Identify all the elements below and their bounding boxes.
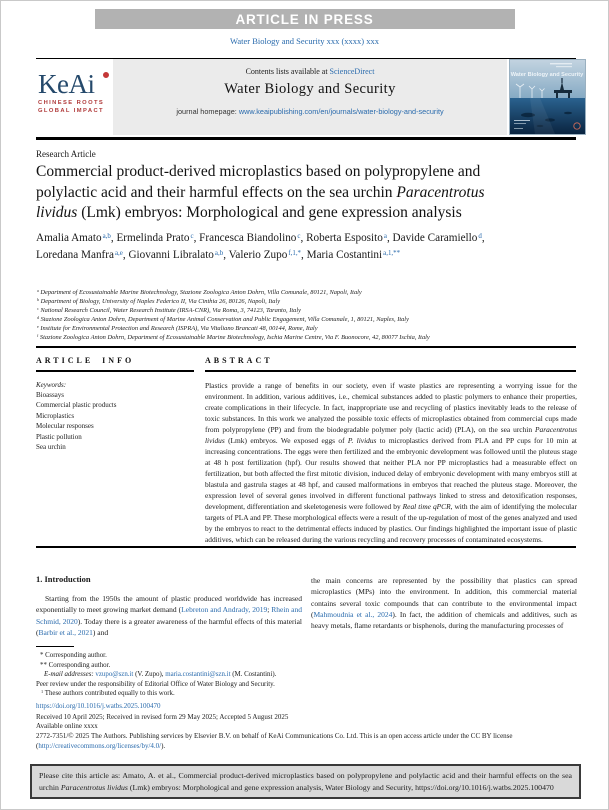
text-segment: ; <box>267 605 272 615</box>
issn-license-line <box>36 732 576 751</box>
banner-label: ARTICLE IN PRESS <box>235 11 374 27</box>
text-segment: e <box>37 324 39 330</box>
footnote-peer-review <box>36 680 576 690</box>
article-info-column <box>36 356 194 452</box>
text-segment: , Maria Costantini <box>301 249 383 261</box>
received-dates-line: Received 10 April 2025; Received in revised form 29 May 2025; Accepted 5 August 2025 <box>36 712 289 721</box>
text-segment: (Lmk) embryos: Morphological and gene expression analysis <box>77 204 462 221</box>
inline-link[interactable]: c <box>190 232 194 241</box>
text-segment: Paracentrotus lividus <box>205 424 577 445</box>
inline-link[interactable]: f,1,* <box>288 249 302 258</box>
author-list <box>36 230 506 264</box>
inline-link[interactable]: Mahmoudnia et al., 2024 <box>313 609 393 619</box>
text-segment: Paracentrotus lividus <box>60 782 128 792</box>
keywords-label: Keywords: <box>36 380 67 389</box>
article-type-label: Research Article <box>36 149 96 159</box>
affiliation-d <box>36 315 576 324</box>
text-segment: Department of Ecosustainable Marine Biotechnology, Stazione Zoologica Anton Dohrn, Villa Comunale, 80121, Napoli, Italy <box>38 289 362 296</box>
journal-citation-line: Water Biology and Security xxx (xxxx) xxx <box>230 36 379 46</box>
footnote-corresponding-2 <box>36 661 576 671</box>
keyword-item: Sea urchin <box>36 442 66 451</box>
text-segment: (V. Zupo), <box>133 671 166 678</box>
text-segment: Stazione Zoologica Anton Dohrn, Department of Marine Animal Conservation and Public Engagement, Villa Comunale, 1, 80121, Naples, Italy <box>38 316 409 323</box>
homepage-url-link[interactable]: www.keaipublishing.com/en/journals/water-biology-and-security <box>238 107 444 116</box>
article-in-press-banner <box>95 9 515 29</box>
abstract-text <box>205 380 577 545</box>
text-segment: Commercial product-derived microplastics based on polypropylene and polylactic acid and their harmful effects on the sea urchin <box>36 163 481 201</box>
text-segment: the main concerns are represented by the possibility that plastics can spread microplastics (MPs) into the environment. In addition, this commercial material contains several toxic compounds that can contribute to the environmental impact ( <box>311 576 577 619</box>
inline-link[interactable]: Lebreton and Andrady, 2019 <box>181 605 268 615</box>
inline-link[interactable]: Rhein and Schmid, 2020 <box>36 605 302 626</box>
text-segment: Institute for Environmental Protection and Research (ISPRA), Via Vitaliano Brancati 48, 00144, Rome, Italy <box>38 325 318 332</box>
keai-logo-wordmark: KeAi <box>38 69 95 99</box>
article-info-heading-rule <box>36 370 194 372</box>
text-segment: Real time qPCR <box>402 501 451 511</box>
keai-tagline-2: GLOBAL IMPACT <box>38 107 104 114</box>
text-segment: c <box>37 306 39 312</box>
journal-cover-thumbnail <box>509 59 586 135</box>
text-segment: , Roberta Esposito <box>300 232 383 244</box>
text-segment: (Lmk) embryos. We exposed eggs of <box>224 435 348 445</box>
introduction-right-column <box>311 575 577 631</box>
footnote-equal-contribution <box>36 689 576 699</box>
text-segment: These authors contributed equally to this work. <box>43 690 175 697</box>
header-bottom-rule <box>36 137 576 140</box>
abstract-heading-rule <box>205 370 576 372</box>
affiliations-block <box>36 288 576 342</box>
abstract-column <box>205 356 577 545</box>
text-segment: to microplastics derived from PLA and PP cups for 10 min at increasing concentrations. The eggs were then fertilized and the embryonic development was followed until the pluteus stage at 48 h post fertilization (hpf). Our results showed that neither PLA nor PP microplastics had a measurable effect on fertilization, but both affected the first mitotic division, induced delay of embryonic development with many embryos still at blastula and gastrula stages at 48 hpf, and caused malformations in embryos that reached the pluteus stage. Moreover, the expression level of several genes involved in different functional pathways linked to stress and detoxification responses, development, differentiation and skeletogenesis were followed by <box>205 435 577 511</box>
text-segment: Paracentrotus lividus <box>36 183 485 221</box>
text-segment: Peer review under the responsibility of Editorial Office of Water Biology and Security. <box>36 680 275 688</box>
abstract-heading: ABSTRACT <box>205 356 273 365</box>
keyword-item: Plastic pollution <box>36 432 82 441</box>
inline-link[interactable]: c <box>297 232 301 241</box>
cover-title: Water Biology and Security <box>510 72 584 78</box>
available-online-line: Available online xxxx <box>36 722 98 731</box>
footnote-corresponding-1 <box>36 651 576 661</box>
text-segment: 1 <box>41 689 44 695</box>
text-segment: , Loredana Manfra <box>36 232 485 261</box>
introduction-left-column <box>36 593 302 638</box>
text-segment: (Lmk) embryos: Morphological and gene expression analysis, Water Biology and Security, https://doi.org/10.1016/j.watbs.2025.100470 <box>127 782 554 792</box>
text-segment: , with the aim of identifying the molecular targets of PLA and PP. These morphological effects were a result of the up-regulation of most of the genes analyzed and used by the embryos to react to the detrimental effects induced by plastics. Our findings highlighted the important issue of plastic additives, which can be released during the various recycling and recovery processes of contaminated ecosystems. <box>205 501 577 544</box>
text-segment: ) and <box>92 627 109 637</box>
affiliation-e <box>36 324 576 333</box>
contents-prefix: Contents lists available at <box>245 67 330 76</box>
abstract-bottom-rule <box>36 546 576 548</box>
text-segment: f <box>37 333 39 339</box>
keywords-block <box>36 380 194 453</box>
introduction-heading: 1. Introduction <box>36 574 91 584</box>
journal-homepage-line <box>113 107 507 116</box>
text-segment: National Research Council, Water Research Institute (IRSA-CNR), Via Roma, 3, 74123, Taranto, Italy <box>38 307 301 314</box>
text-segment: Amalia Amato <box>36 232 102 244</box>
text-segment: ** Corresponding author. <box>40 661 111 669</box>
inline-link[interactable]: a,b <box>214 249 224 258</box>
article-info-heading: ARTICLE INFO <box>36 356 135 365</box>
keyword-item: Microplastics <box>36 411 75 420</box>
affiliation-b <box>36 297 576 306</box>
keyword-item: Commercial plastic products <box>36 401 117 410</box>
affiliation-f <box>36 333 576 342</box>
inline-link[interactable]: a,b <box>102 232 111 241</box>
affiliation-a <box>36 288 576 297</box>
inline-link[interactable]: a,1,** <box>383 249 401 258</box>
text-segment: 2772-7351/© 2025 The Authors. Publishing services by Elsevier B.V. on behalf of KeAi Communications Co. Ltd. This is an open access article under the CC BY license ( <box>36 732 513 750</box>
text-segment: ). <box>161 741 166 750</box>
text-segment: ). Today there is a greater awareness of the harmful effects of this material ( <box>36 616 302 637</box>
journal-masthead-box <box>113 59 507 135</box>
text-segment: P. lividus <box>347 435 377 445</box>
text-segment: Department of Biology, University of Naples Federico II, Via Cinthia 26, 80126, Napoli, Italy <box>38 298 281 305</box>
text-segment: , Giovanni Libralato <box>122 249 214 261</box>
inline-link[interactable]: http://creativecommons.org/licenses/by/4.0/ <box>38 741 162 750</box>
text-segment: Starting from the 1950s the amount of plastic produced worldwide has increased exponentially to meet growing market demand ( <box>36 594 302 615</box>
text-segment: Please cite this article as: Amato, A. et al., Commercial product-derived microplastics based on polypropylene and polylactic acid and their harmful effects on the sea urchin <box>39 771 572 792</box>
text-segment: , Ermelinda Prato <box>110 232 190 244</box>
affiliation-c <box>36 306 576 315</box>
article-title <box>36 162 498 224</box>
keai-tagline-1: CHINESE ROOTS <box>38 100 105 106</box>
text-segment: (M. Costantini). <box>230 671 277 678</box>
text-segment: d <box>37 315 39 321</box>
contents-list-line <box>113 67 507 76</box>
text-segment: ). In fact, the addition of chemicals and additives, such as heavy metals, flame retardants or bisphenols, during the manufacturing processes of <box>311 609 577 631</box>
citation-notice-box <box>30 764 581 799</box>
inline-link[interactable]: Barbir et al., 2021 <box>38 627 93 637</box>
keai-logo-red-dot-icon <box>102 71 110 79</box>
inline-link[interactable]: d <box>478 232 482 241</box>
journal-title: Water Biology and Security <box>224 81 396 97</box>
text-segment: , Francesca Biandolino <box>193 232 297 244</box>
footnote-emails <box>36 670 576 680</box>
text-segment: * Corresponding author. <box>40 652 107 659</box>
footnotes-block <box>36 651 576 699</box>
publication-info-block <box>36 702 576 752</box>
keyword-item: Molecular responses <box>36 422 94 431</box>
journal-cover-art <box>510 60 585 134</box>
text-segment: a <box>37 288 39 294</box>
text-segment: b <box>37 297 39 303</box>
keai-logo <box>38 71 110 115</box>
homepage-label: journal homepage: <box>176 107 239 116</box>
section-divider-rule <box>36 346 576 348</box>
text-segment: , Davide Caramiello <box>386 232 478 244</box>
inline-link[interactable]: maria.costantini@szn.it <box>165 671 231 678</box>
text-segment: E-mail addresses: <box>44 671 96 678</box>
doi-link[interactable]: https://doi.org/10.1016/j.watbs.2025.100470 <box>36 702 161 710</box>
inline-link[interactable]: a,e <box>114 249 123 258</box>
text-segment: Plastics provide a range of benefits in our society, even if waste plastics are representing a worrying issue for the environment. In addition, various additives, i.e., chemical substances added to plastic polymers to enhance their properties, create complications in their lifecycle. In fact, inappropriate use and recycling of plastics inevitably leads to the release of toxic substances. In this work we analyzed the possible toxic effects of microplastics obtained from commercial cups made from polypropylene (PP) and from the biodegradable polymer poly (lactic acid) (PLA), on the sea urchin <box>205 380 577 434</box>
keyword-item: Bioassays <box>36 390 64 399</box>
footnote-rule <box>36 646 74 647</box>
sciencedirect-link[interactable]: ScienceDirect <box>329 67 375 76</box>
inline-link[interactable]: vzupo@szn.it <box>95 671 134 678</box>
inline-link[interactable]: a <box>383 232 387 241</box>
text-segment: Stazione Zoologica Anton Dohrn, Department of Ecosustainable Marine Biotechnology, Ischia Marine Centre, Via F. Buonocore, 42, 80077 Ischia, Italy <box>38 334 430 341</box>
text-segment: , Valerio Zupo <box>223 249 288 261</box>
